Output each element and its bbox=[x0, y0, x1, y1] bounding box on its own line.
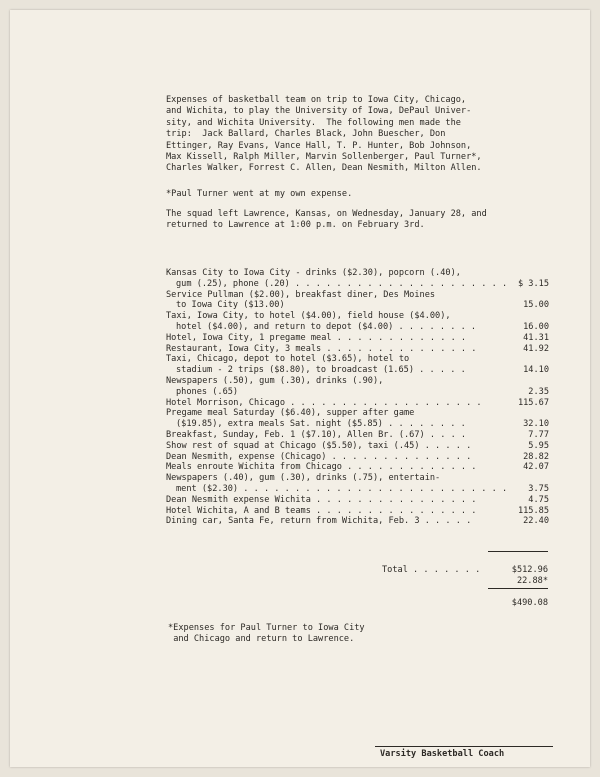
expense-amount: 5.95 bbox=[528, 440, 549, 451]
expense-item bbox=[166, 430, 549, 441]
expense-description: Service Pullman ($2.00), breakfast diner, Des Moines bbox=[166, 289, 436, 300]
expense-amount: 22.40 bbox=[523, 516, 549, 527]
expense-amount: 4.75 bbox=[528, 494, 549, 505]
expense-list bbox=[166, 268, 549, 527]
signature-line bbox=[375, 746, 553, 747]
total-row bbox=[382, 565, 548, 576]
expense-item bbox=[166, 354, 549, 365]
expense-description: phones (.65) bbox=[176, 386, 239, 397]
expense-amount: 2.35 bbox=[528, 386, 549, 397]
expense-item bbox=[166, 452, 549, 463]
expense-amount: 14.10 bbox=[523, 365, 549, 376]
expense-description: Kansas City to Iowa City - drinks ($2.30), popcorn (.40), bbox=[166, 268, 461, 278]
expense-item bbox=[166, 408, 549, 419]
expense-item bbox=[166, 333, 549, 344]
intro-paragraph: Expenses of basketball team on trip to Iowa City, Chicago, and Wichita, to play the University of Iowa, DePaul Univer- sity, and Wichita University. The following men made the trip: Jack Ballard, Charles Black, John Buescher, Don Ettinger, Ray Evans, Vance Hall, T. P. Hunter, Bob Johnson, Max Kissell, Ralph Miller, Marvin Sollenberger, Paul Turner*, Charles Walker, Forrest C. Allen, Dean Nesmith, Milton Allen. bbox=[166, 95, 482, 174]
expense-amount: 115.67 bbox=[517, 397, 549, 408]
expense-description: Hotel Wichita, A and B teams . . . . . . . . . . . . . . . . bbox=[166, 505, 477, 516]
total-amount: $512.96 bbox=[511, 565, 548, 575]
expense-item bbox=[166, 398, 549, 409]
net-amount: $490.08 bbox=[511, 598, 548, 608]
expense-description: Dean Nesmith expense Wichita . . . . . . . . . . . . . . . . bbox=[166, 494, 477, 505]
expense-item bbox=[166, 506, 549, 517]
schedule-paragraph: The squad left Lawrence, Kansas, on Wednesday, January 28, and returned to Lawrence at 1:00 p.m. on February 3rd. bbox=[166, 209, 487, 231]
expense-description: hotel ($4.00), and return to depot ($4.00) . . . . . . . . bbox=[176, 321, 477, 332]
expense-item bbox=[166, 441, 549, 452]
expense-item bbox=[166, 473, 549, 484]
expense-item-continuation bbox=[166, 322, 549, 333]
expense-amount: 42.07 bbox=[523, 462, 549, 473]
expense-amount bbox=[507, 290, 549, 301]
expense-item-continuation bbox=[166, 300, 549, 311]
expense-amount: $ 3.15 bbox=[517, 278, 549, 289]
expense-amount: 3.75 bbox=[528, 483, 549, 494]
total-label: Total . . . . . . . bbox=[382, 565, 481, 575]
turner-expense-footnote: *Expenses for Paul Turner to Iowa City and Chicago and return to Lawrence. bbox=[168, 623, 365, 645]
expense-description: Hotel Morrison, Chicago . . . . . . . . . . . . . . . . . . . bbox=[166, 397, 482, 408]
expense-description: stadium - 2 trips ($8.80), to broadcast (1.65) . . . . . bbox=[176, 365, 466, 376]
signature-title: Varsity Basketball Coach bbox=[380, 749, 505, 759]
expense-amount bbox=[507, 473, 549, 484]
expense-amount bbox=[507, 376, 549, 387]
expense-item bbox=[166, 376, 549, 387]
expense-amount bbox=[507, 311, 549, 322]
expense-description: Restaurant, Iowa City, 3 meals . . . . . . . . . . . . . . . bbox=[166, 343, 477, 354]
expense-description: Taxi, Chicago, depot to hotel ($3.65), hotel to bbox=[166, 354, 410, 365]
expense-description: gum (.25), phone (.20) . . . . . . . . . . . . . . . . . . . . . bbox=[176, 278, 507, 289]
expense-amount: 41.92 bbox=[523, 343, 549, 354]
expense-item-continuation bbox=[166, 419, 549, 430]
expense-amount bbox=[507, 408, 549, 419]
expense-item bbox=[166, 311, 549, 322]
expense-item-continuation bbox=[166, 387, 549, 398]
expense-item-continuation bbox=[166, 365, 549, 376]
expense-item bbox=[166, 462, 549, 473]
expense-description: Newspapers (.40), gum (.30), drinks (.75), entertain- bbox=[166, 473, 441, 484]
expense-amount: 32.10 bbox=[523, 419, 549, 430]
expense-item-continuation bbox=[166, 484, 549, 495]
deduction-amount: 22.88* bbox=[516, 576, 548, 586]
expense-amount bbox=[507, 354, 549, 365]
expense-description: Dean Nesmith, expense (Chicago) . . . . . . . . . . . . . . bbox=[166, 451, 472, 462]
total-rule bbox=[488, 551, 548, 552]
expense-description: ment ($2.30) . . . . . . . . . . . . . . . . . . . . . . . . . . bbox=[176, 483, 507, 494]
expense-description: Breakfast, Sunday, Feb. 1 ($7.10), Allen Br. (.67) . . . . bbox=[166, 429, 467, 440]
expense-description: Newspapers (.50), gum (.30), drinks (.90), bbox=[166, 375, 384, 386]
document-page bbox=[10, 10, 590, 767]
net-rule bbox=[488, 588, 548, 589]
expense-amount: 16.00 bbox=[523, 321, 549, 332]
expense-amount: 28.82 bbox=[523, 451, 549, 462]
expense-amount bbox=[507, 268, 549, 279]
expense-item bbox=[166, 290, 549, 301]
expense-description: Dining car, Santa Fe, return from Wichita, Feb. 3 . . . . . bbox=[166, 516, 472, 527]
expense-amount: 7.77 bbox=[528, 429, 549, 440]
expense-description: Show rest of squad at Chicago ($5.50), taxi (.45) . . . . . bbox=[166, 440, 472, 451]
expense-description: Taxi, Iowa City, to hotel ($4.00), field house ($4.00), bbox=[166, 311, 451, 322]
expense-amount: 115.85 bbox=[517, 505, 549, 516]
deduction-row bbox=[382, 576, 548, 587]
expense-amount: 41.31 bbox=[523, 332, 549, 343]
expense-item bbox=[166, 344, 549, 355]
expense-item bbox=[166, 495, 549, 506]
turner-footnote: *Paul Turner went at my own expense. bbox=[166, 189, 353, 199]
expense-description: Pregame meal Saturday ($6.40), supper after game bbox=[166, 408, 415, 419]
expense-description: Hotel, Iowa City, 1 pregame meal . . . . . . . . . . . . . bbox=[166, 332, 467, 343]
expense-item bbox=[166, 516, 549, 527]
expense-item-continuation bbox=[166, 279, 549, 290]
expense-item bbox=[166, 268, 549, 279]
expense-description: ($19.85), extra meals Sat. night ($5.85) . . . . . . . . bbox=[176, 419, 466, 430]
expense-amount: 15.00 bbox=[523, 300, 549, 311]
expense-description: to Iowa City ($13.00) bbox=[176, 300, 285, 311]
expense-description: Meals enroute Wichita from Chicago . . . . . . . . . . . . . bbox=[166, 462, 477, 473]
